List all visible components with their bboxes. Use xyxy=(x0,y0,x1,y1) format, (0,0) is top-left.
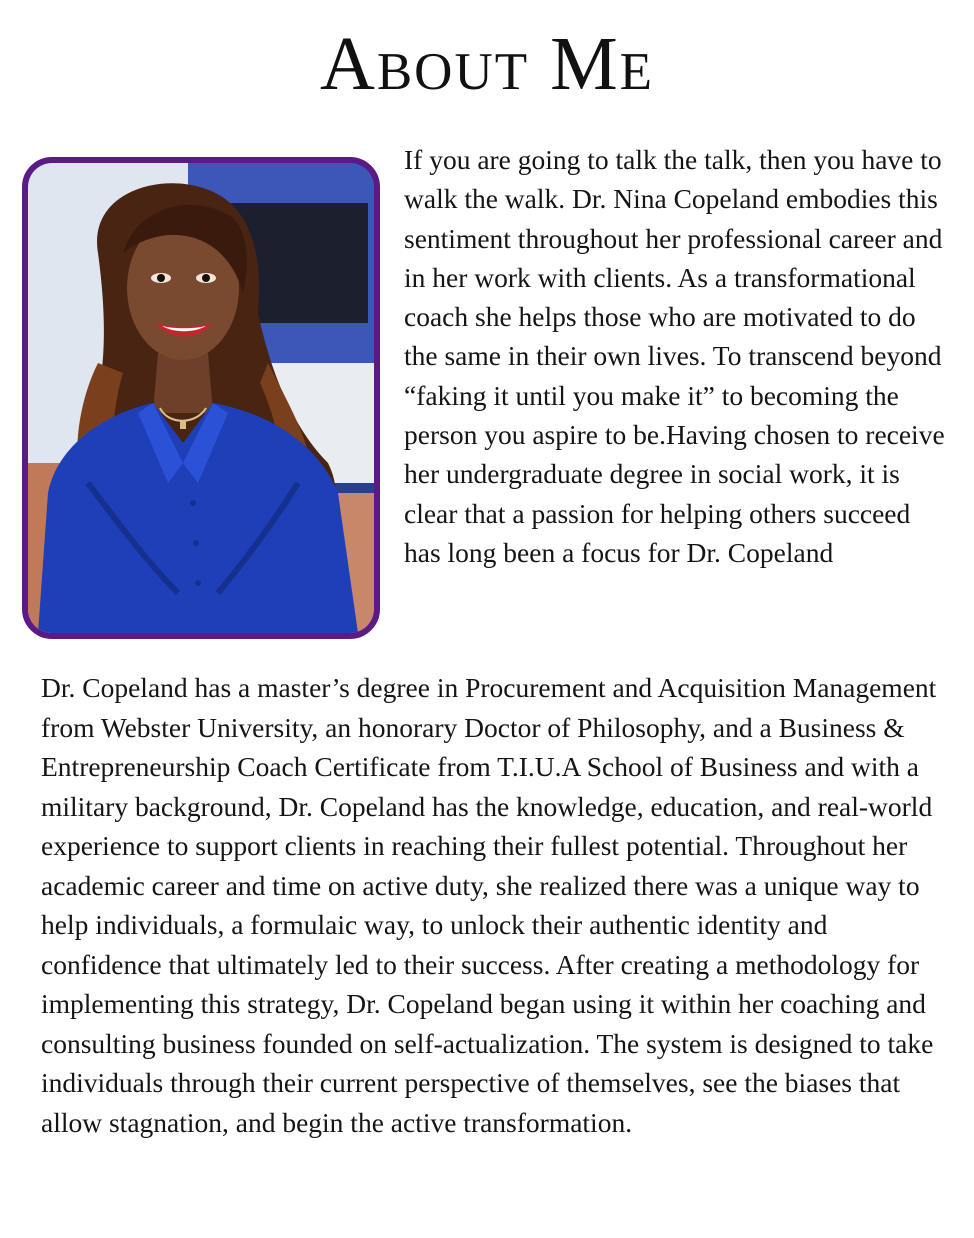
page-title: About Me xyxy=(319,22,655,106)
portrait-illustration xyxy=(28,163,374,633)
intro-paragraph: If you are going to talk the talk, then you have to walk the walk. Dr. Nina Copeland embodies this sentiment throughout her professional career and in her work with clients. As a transformational coach she helps those who are motivated to do the same in their own lives. To transcend beyond “faking it until you make it” to becoming the person you aspire to be.Having chosen to receive her undergraduate degree in social work, it is clear that a passion for helping others succeed has long been a focus for Dr. Copeland xyxy=(404,144,945,568)
background-paragraph: Dr. Copeland has a master’s degree in Procurement and Acquisition Management from Webster University, an honorary Doctor of Philosophy, and a Business & Entrepreneurship Coach Certificate from T.I.U.A School of Business and with a military background, Dr. Copeland has the knowledge, education, and real-world experience to support clients in reaching their fullest potential. Throughout her academic career and time on active duty, she realized there was a unique way to help individuals, a formulaic way, to unlock their authentic identity and confidence that ultimately led to their success. After creating a methodology for implementing this strategy, Dr. Copeland began using it within her coaching and consulting business founded on self-actualization. The system is designed to take individuals through their current perspective of themselves, see the biases that allow stagnation, and begin the active transformation. xyxy=(41,672,937,1138)
portrait-photo xyxy=(22,157,380,639)
